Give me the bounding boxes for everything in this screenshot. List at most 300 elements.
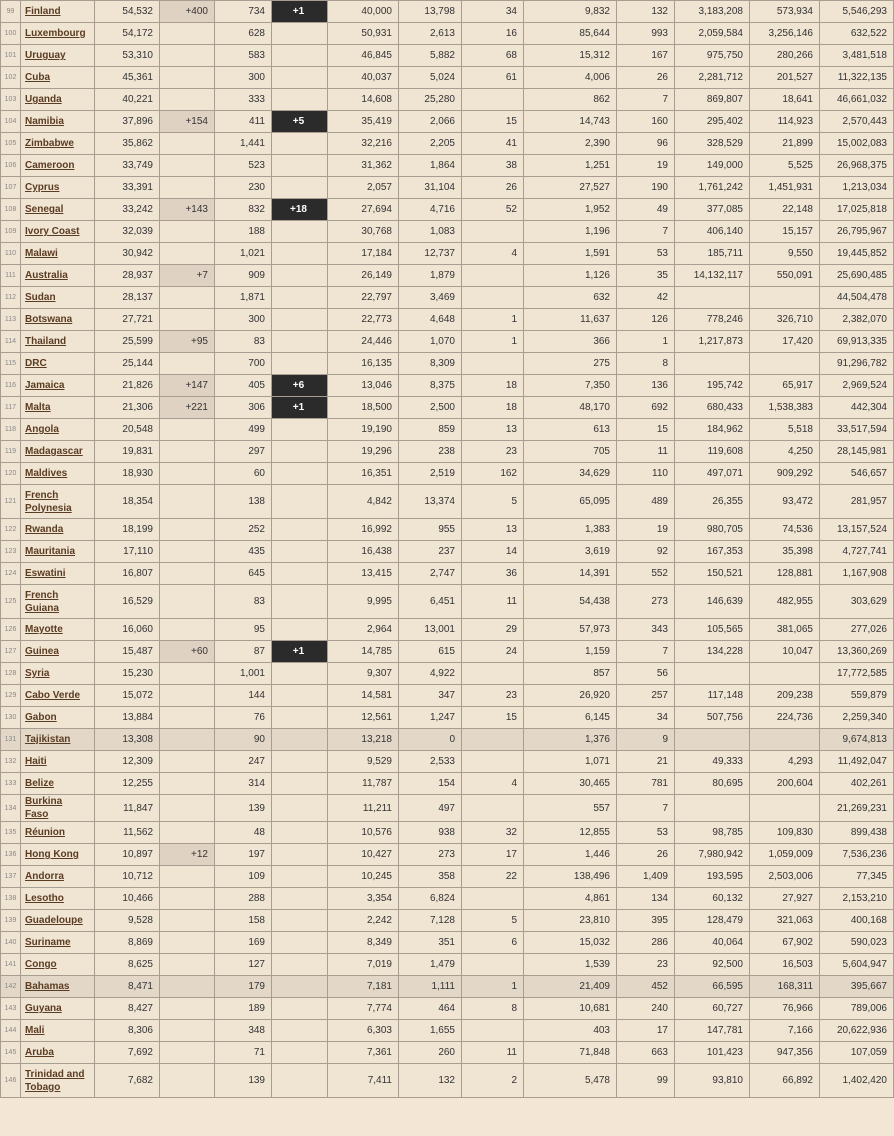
country-link[interactable]: Luxembourg: [25, 28, 86, 39]
tests-per-million-cell: 909,292: [750, 463, 820, 485]
new-deaths-cell: [272, 1064, 328, 1098]
country-link[interactable]: Senegal: [25, 204, 64, 215]
table-row: [1, 45, 894, 67]
deaths-per-million-cell: 11: [617, 441, 675, 463]
rank-cell: 129: [1, 685, 21, 707]
total-deaths-cell: 87: [215, 641, 272, 663]
total-deaths-cell: 138: [215, 485, 272, 519]
new-deaths-cell: [272, 541, 328, 563]
deaths-per-million-cell: 23: [617, 954, 675, 976]
table-row: [1, 265, 894, 287]
country-link[interactable]: Suriname: [25, 937, 71, 948]
country-link[interactable]: French Guiana: [25, 589, 59, 614]
total-tests-cell: 328,529: [675, 133, 750, 155]
country-link[interactable]: Rwanda: [25, 524, 64, 535]
country-link[interactable]: Thailand: [25, 336, 67, 347]
table-row: [1, 641, 894, 663]
tests-per-million-cell: 280,266: [750, 45, 820, 67]
cases-per-million-cell: 1,383: [524, 519, 617, 541]
country-link[interactable]: Cyprus: [25, 182, 60, 193]
tests-per-million-cell: 10,047: [750, 641, 820, 663]
population-cell: 21,269,231: [820, 795, 894, 822]
new-deaths-cell: [272, 155, 328, 177]
active-cases-cell: 8,309: [399, 353, 462, 375]
total-recovered-cell: 3,354: [328, 888, 399, 910]
total-cases-cell: 33,391: [95, 177, 160, 199]
deaths-per-million-cell: 53: [617, 822, 675, 844]
population-cell: 2,153,210: [820, 888, 894, 910]
total-deaths-cell: 435: [215, 541, 272, 563]
population-cell: 402,261: [820, 773, 894, 795]
rank-cell: 112: [1, 287, 21, 309]
country-link[interactable]: Namibia: [25, 116, 64, 127]
deaths-per-million-cell: 286: [617, 932, 675, 954]
table-row: [1, 463, 894, 485]
country-link[interactable]: Finland: [25, 6, 61, 17]
deaths-per-million-cell: 19: [617, 519, 675, 541]
total-recovered-cell: 27,694: [328, 199, 399, 221]
deaths-per-million-cell: 21: [617, 751, 675, 773]
total-deaths-cell: 297: [215, 441, 272, 463]
total-deaths-cell: 1,441: [215, 133, 272, 155]
cases-per-million-cell: 1,539: [524, 954, 617, 976]
serious-critical-cell: 15: [462, 707, 524, 729]
tests-per-million-cell: 947,356: [750, 1042, 820, 1064]
table-row: [1, 585, 894, 619]
new-deaths-cell: [272, 844, 328, 866]
population-cell: 9,674,813: [820, 729, 894, 751]
rank-cell: 102: [1, 67, 21, 89]
rank-cell: 124: [1, 563, 21, 585]
new-cases-cell: [160, 243, 215, 265]
total-deaths-cell: 76: [215, 707, 272, 729]
tests-per-million-cell: 5,518: [750, 419, 820, 441]
total-deaths-cell: 645: [215, 563, 272, 585]
country-cell: [21, 133, 95, 155]
total-deaths-cell: 139: [215, 795, 272, 822]
country-link[interactable]: French Polynesia: [25, 489, 72, 514]
country-link[interactable]: Mauritania: [25, 546, 76, 557]
active-cases-cell: 7,128: [399, 910, 462, 932]
cases-per-million-cell: 7,350: [524, 375, 617, 397]
total-deaths-cell: 144: [215, 685, 272, 707]
total-tests-cell: 49,333: [675, 751, 750, 773]
active-cases-cell: 132: [399, 1064, 462, 1098]
total-recovered-cell: 7,411: [328, 1064, 399, 1098]
deaths-per-million-cell: 993: [617, 23, 675, 45]
country-link[interactable]: Congo: [25, 959, 57, 970]
table-row: [1, 67, 894, 89]
total-cases-cell: 12,309: [95, 751, 160, 773]
new-deaths-cell: [272, 243, 328, 265]
country-link[interactable]: Mayotte: [25, 624, 63, 635]
deaths-per-million-cell: 53: [617, 243, 675, 265]
country-link[interactable]: Maldives: [25, 468, 68, 479]
tests-per-million-cell: 66,892: [750, 1064, 820, 1098]
cases-per-million-cell: 366: [524, 331, 617, 353]
table-row: [1, 111, 894, 133]
total-cases-cell: 18,930: [95, 463, 160, 485]
total-recovered-cell: 22,773: [328, 309, 399, 331]
total-deaths-cell: 83: [215, 585, 272, 619]
table-row: [1, 663, 894, 685]
rank-cell: 113: [1, 309, 21, 331]
serious-critical-cell: [462, 89, 524, 111]
rank-cell: 146: [1, 1064, 21, 1098]
new-cases-cell: [160, 619, 215, 641]
country-link[interactable]: Botswana: [25, 314, 73, 325]
cases-per-million-cell: 85,644: [524, 23, 617, 45]
active-cases-cell: 955: [399, 519, 462, 541]
country-cell: [21, 1, 95, 23]
new-deaths-cell: +18: [272, 199, 328, 221]
deaths-per-million-cell: 35: [617, 265, 675, 287]
total-recovered-cell: 31,362: [328, 155, 399, 177]
total-deaths-cell: 48: [215, 822, 272, 844]
active-cases-cell: 3,469: [399, 287, 462, 309]
country-link[interactable]: DRC: [25, 358, 47, 369]
deaths-per-million-cell: 167: [617, 45, 675, 67]
new-cases-cell: [160, 910, 215, 932]
country-link[interactable]: Aruba: [25, 1047, 54, 1058]
country-link[interactable]: Guinea: [25, 646, 59, 657]
total-cases-cell: 54,172: [95, 23, 160, 45]
total-cases-cell: 10,466: [95, 888, 160, 910]
serious-critical-cell: 22: [462, 866, 524, 888]
total-recovered-cell: 14,581: [328, 685, 399, 707]
country-link[interactable]: Tajikistan: [25, 734, 71, 745]
rank-cell: 143: [1, 998, 21, 1020]
total-cases-cell: 27,721: [95, 309, 160, 331]
rank-cell: 140: [1, 932, 21, 954]
rank-cell: 100: [1, 23, 21, 45]
country-link[interactable]: Ivory Coast: [25, 226, 80, 237]
total-recovered-cell: 35,419: [328, 111, 399, 133]
cases-per-million-cell: 48,170: [524, 397, 617, 419]
tests-per-million-cell: 5,525: [750, 155, 820, 177]
country-link[interactable]: Guadeloupe: [25, 915, 83, 926]
new-cases-cell: [160, 45, 215, 67]
cases-per-million-cell: 857: [524, 663, 617, 685]
deaths-per-million-cell: 781: [617, 773, 675, 795]
cases-per-million-cell: 1,126: [524, 265, 617, 287]
tests-per-million-cell: 381,065: [750, 619, 820, 641]
cases-per-million-cell: 4,006: [524, 67, 617, 89]
country-link[interactable]: Andorra: [25, 871, 64, 882]
country-cell: [21, 243, 95, 265]
new-cases-cell: [160, 751, 215, 773]
total-recovered-cell: 11,787: [328, 773, 399, 795]
active-cases-cell: 5,024: [399, 67, 462, 89]
active-cases-cell: 351: [399, 932, 462, 954]
cases-per-million-cell: 275: [524, 353, 617, 375]
new-deaths-cell: [272, 563, 328, 585]
country-cell: [21, 397, 95, 419]
active-cases-cell: 4,922: [399, 663, 462, 685]
country-link[interactable]: Hong Kong: [25, 849, 79, 860]
population-cell: 5,546,293: [820, 1, 894, 23]
rank-cell: 142: [1, 976, 21, 998]
country-cell: [21, 844, 95, 866]
country-cell: [21, 265, 95, 287]
serious-critical-cell: 1: [462, 309, 524, 331]
country-cell: [21, 585, 95, 619]
total-tests-cell: 117,148: [675, 685, 750, 707]
tests-per-million-cell: 35,398: [750, 541, 820, 563]
total-recovered-cell: 13,046: [328, 375, 399, 397]
cases-per-million-cell: 1,159: [524, 641, 617, 663]
new-cases-cell: [160, 89, 215, 111]
new-cases-cell: +147: [160, 375, 215, 397]
total-recovered-cell: 13,218: [328, 729, 399, 751]
active-cases-cell: 8,375: [399, 375, 462, 397]
table-row: [1, 331, 894, 353]
country-link[interactable]: Guyana: [25, 1003, 62, 1014]
deaths-per-million-cell: 663: [617, 1042, 675, 1064]
serious-critical-cell: 8: [462, 998, 524, 1020]
total-cases-cell: 10,712: [95, 866, 160, 888]
deaths-per-million-cell: 692: [617, 397, 675, 419]
country-link[interactable]: Belize: [25, 778, 54, 789]
total-tests-cell: 507,756: [675, 707, 750, 729]
tests-per-million-cell: 7,166: [750, 1020, 820, 1042]
total-recovered-cell: 16,351: [328, 463, 399, 485]
country-link[interactable]: Uganda: [25, 94, 62, 105]
table-row: [1, 287, 894, 309]
total-recovered-cell: 13,415: [328, 563, 399, 585]
country-link[interactable]: Mali: [25, 1025, 45, 1036]
total-deaths-cell: 909: [215, 265, 272, 287]
total-recovered-cell: 14,608: [328, 89, 399, 111]
total-cases-cell: 40,221: [95, 89, 160, 111]
table-row: [1, 932, 894, 954]
cases-per-million-cell: 30,465: [524, 773, 617, 795]
total-cases-cell: 37,896: [95, 111, 160, 133]
table-row: [1, 221, 894, 243]
new-deaths-cell: [272, 998, 328, 1020]
total-deaths-cell: 127: [215, 954, 272, 976]
total-cases-cell: 19,831: [95, 441, 160, 463]
deaths-per-million-cell: 19: [617, 155, 675, 177]
population-cell: 632,522: [820, 23, 894, 45]
total-tests-cell: 98,785: [675, 822, 750, 844]
country-link[interactable]: Angola: [25, 424, 59, 435]
new-cases-cell: +221: [160, 397, 215, 419]
new-cases-cell: +60: [160, 641, 215, 663]
country-link[interactable]: Malta: [25, 402, 51, 413]
total-tests-cell: [675, 729, 750, 751]
tests-per-million-cell: 4,250: [750, 441, 820, 463]
active-cases-cell: 238: [399, 441, 462, 463]
total-deaths-cell: 90: [215, 729, 272, 751]
active-cases-cell: 6,824: [399, 888, 462, 910]
rank-cell: 128: [1, 663, 21, 685]
new-deaths-cell: [272, 1020, 328, 1042]
new-cases-cell: [160, 685, 215, 707]
serious-critical-cell: 32: [462, 822, 524, 844]
total-recovered-cell: 12,561: [328, 707, 399, 729]
country-link[interactable]: Sudan: [25, 292, 56, 303]
serious-critical-cell: [462, 663, 524, 685]
country-link[interactable]: Gabon: [25, 712, 57, 723]
country-link[interactable]: Jamaica: [25, 380, 65, 391]
new-deaths-cell: [272, 519, 328, 541]
total-deaths-cell: 252: [215, 519, 272, 541]
new-deaths-cell: [272, 1042, 328, 1064]
table-body: [1, 1, 894, 1098]
total-tests-cell: 60,727: [675, 998, 750, 1020]
population-cell: 26,795,967: [820, 221, 894, 243]
serious-critical-cell: 13: [462, 519, 524, 541]
rank-cell: 119: [1, 441, 21, 463]
population-cell: 46,661,032: [820, 89, 894, 111]
total-cases-cell: 33,749: [95, 155, 160, 177]
total-tests-cell: 195,742: [675, 375, 750, 397]
total-deaths-cell: 158: [215, 910, 272, 932]
country-link[interactable]: Australia: [25, 270, 68, 281]
country-cell: [21, 485, 95, 519]
deaths-per-million-cell: 42: [617, 287, 675, 309]
total-tests-cell: 2,281,712: [675, 67, 750, 89]
new-cases-cell: [160, 23, 215, 45]
country-link[interactable]: Trinidad and Tobago: [25, 1068, 85, 1093]
deaths-per-million-cell: 56: [617, 663, 675, 685]
cases-per-million-cell: 12,855: [524, 822, 617, 844]
country-link[interactable]: Bahamas: [25, 981, 70, 992]
rank-cell: 105: [1, 133, 21, 155]
table-row: [1, 976, 894, 998]
rank-cell: 135: [1, 822, 21, 844]
population-cell: 303,629: [820, 585, 894, 619]
country-link[interactable]: Réunion: [25, 827, 65, 838]
deaths-per-million-cell: 190: [617, 177, 675, 199]
new-cases-cell: [160, 932, 215, 954]
country-link[interactable]: Zimbabwe: [25, 138, 74, 149]
tests-per-million-cell: 9,550: [750, 243, 820, 265]
total-deaths-cell: 189: [215, 998, 272, 1020]
cases-per-million-cell: 1,071: [524, 751, 617, 773]
table-row: [1, 519, 894, 541]
deaths-per-million-cell: 489: [617, 485, 675, 519]
country-cell: [21, 866, 95, 888]
country-link[interactable]: Uruguay: [25, 50, 66, 61]
active-cases-cell: 1,083: [399, 221, 462, 243]
tests-per-million-cell: 326,710: [750, 309, 820, 331]
rank-cell: 132: [1, 751, 21, 773]
population-cell: 277,026: [820, 619, 894, 641]
new-deaths-cell: [272, 729, 328, 751]
total-tests-cell: 497,071: [675, 463, 750, 485]
total-cases-cell: 35,862: [95, 133, 160, 155]
cases-per-million-cell: 1,196: [524, 221, 617, 243]
tests-per-million-cell: 76,966: [750, 998, 820, 1020]
population-cell: 546,657: [820, 463, 894, 485]
tests-per-million-cell: 224,736: [750, 707, 820, 729]
rank-cell: 139: [1, 910, 21, 932]
country-link[interactable]: Syria: [25, 668, 50, 679]
total-cases-cell: 25,144: [95, 353, 160, 375]
rank-cell: 117: [1, 397, 21, 419]
total-deaths-cell: 188: [215, 221, 272, 243]
deaths-per-million-cell: 17: [617, 1020, 675, 1042]
new-deaths-cell: +6: [272, 375, 328, 397]
serious-critical-cell: [462, 353, 524, 375]
country-link[interactable]: Cabo Verde: [25, 690, 81, 701]
country-link[interactable]: Eswatini: [25, 568, 66, 579]
total-cases-cell: 8,427: [95, 998, 160, 1020]
total-deaths-cell: 314: [215, 773, 272, 795]
tests-per-million-cell: 168,311: [750, 976, 820, 998]
new-cases-cell: [160, 663, 215, 685]
total-deaths-cell: 83: [215, 331, 272, 353]
new-cases-cell: +154: [160, 111, 215, 133]
total-cases-cell: 18,354: [95, 485, 160, 519]
total-recovered-cell: 50,931: [328, 23, 399, 45]
new-cases-cell: [160, 954, 215, 976]
country-link[interactable]: Cameroon: [25, 160, 75, 171]
country-cell: [21, 199, 95, 221]
new-cases-cell: +12: [160, 844, 215, 866]
total-cases-cell: 28,937: [95, 265, 160, 287]
rank-cell: 123: [1, 541, 21, 563]
table-row: [1, 419, 894, 441]
population-cell: 3,481,518: [820, 45, 894, 67]
country-link[interactable]: Cuba: [25, 72, 50, 83]
population-cell: 77,345: [820, 866, 894, 888]
active-cases-cell: 12,737: [399, 243, 462, 265]
cases-per-million-cell: 15,312: [524, 45, 617, 67]
total-cases-cell: 21,306: [95, 397, 160, 419]
total-cases-cell: 28,137: [95, 287, 160, 309]
country-link[interactable]: Lesotho: [25, 893, 64, 904]
active-cases-cell: 273: [399, 844, 462, 866]
total-recovered-cell: 19,190: [328, 419, 399, 441]
new-deaths-cell: [272, 773, 328, 795]
country-link[interactable]: Haiti: [25, 756, 47, 767]
active-cases-cell: 25,280: [399, 89, 462, 111]
tests-per-million-cell: 17,420: [750, 331, 820, 353]
total-recovered-cell: 8,349: [328, 932, 399, 954]
tests-per-million-cell: 209,238: [750, 685, 820, 707]
total-tests-cell: 7,980,942: [675, 844, 750, 866]
country-link[interactable]: Madagascar: [25, 446, 83, 457]
deaths-per-million-cell: 49: [617, 199, 675, 221]
total-deaths-cell: 139: [215, 1064, 272, 1098]
country-cell: [21, 331, 95, 353]
total-deaths-cell: 197: [215, 844, 272, 866]
tests-per-million-cell: 321,063: [750, 910, 820, 932]
deaths-per-million-cell: 7: [617, 221, 675, 243]
country-link[interactable]: Burkina Faso: [25, 796, 63, 820]
population-cell: 11,322,135: [820, 67, 894, 89]
total-tests-cell: 26,355: [675, 485, 750, 519]
total-tests-cell: 1,761,242: [675, 177, 750, 199]
rank-cell: 122: [1, 519, 21, 541]
cases-per-million-cell: 15,032: [524, 932, 617, 954]
total-cases-cell: 33,242: [95, 199, 160, 221]
table-row: [1, 133, 894, 155]
rank-cell: 127: [1, 641, 21, 663]
country-cell: [21, 177, 95, 199]
total-recovered-cell: 14,785: [328, 641, 399, 663]
deaths-per-million-cell: 99: [617, 1064, 675, 1098]
total-tests-cell: 146,639: [675, 585, 750, 619]
total-cases-cell: 15,487: [95, 641, 160, 663]
country-link[interactable]: Malawi: [25, 248, 58, 259]
new-cases-cell: [160, 67, 215, 89]
total-tests-cell: [675, 795, 750, 822]
total-recovered-cell: 18,500: [328, 397, 399, 419]
